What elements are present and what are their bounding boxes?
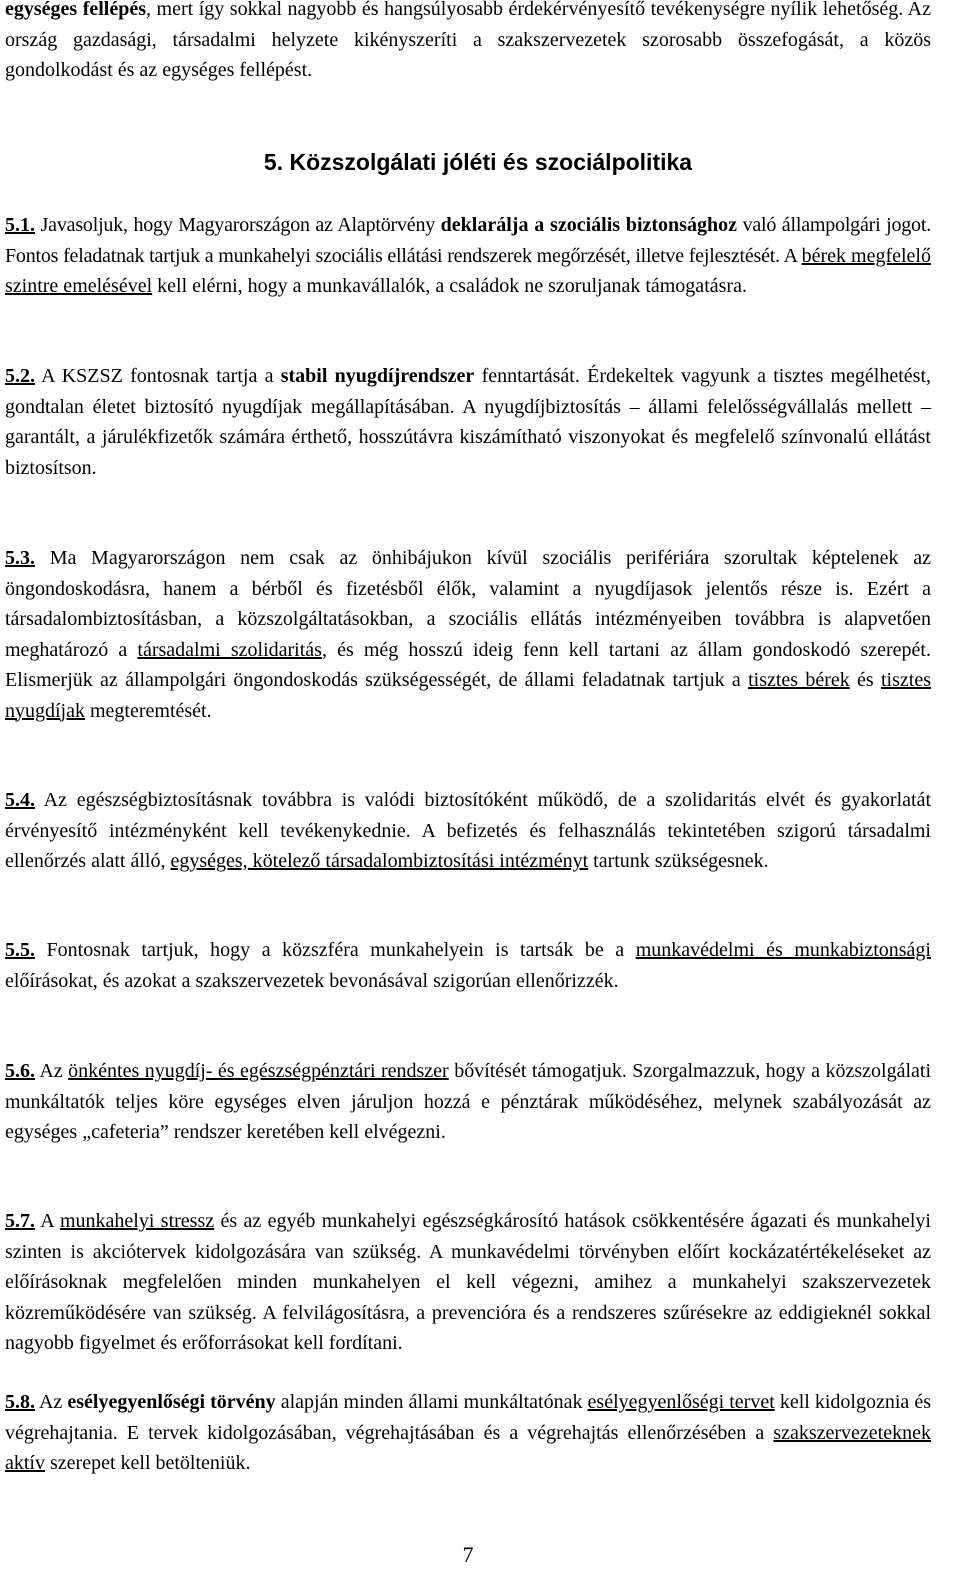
text: bővítését támogatjuk. Szorgalmazzuk, hogy a közszolgálati munkáltatók teljes köre egységes elven járuljon hozzá e pénztárak működéséhez, melynek szabályozását az egységes „cafeteria” rendszer keretében kell elvégezni. (5, 1060, 931, 1143)
section-heading: 5. Közszolgálati jóléti és szociálpolitika (263, 149, 693, 175)
paragraph-5-4 (5, 785, 931, 877)
underlined-text: egységes, kötelező társadalombiztosítási intézményt (170, 850, 589, 872)
intro-bold: egységes fellépés (5, 0, 147, 20)
paragraph-number: 5.4. (5, 789, 35, 811)
text: és (849, 669, 881, 691)
text: szerepet kell betölteniük. (45, 1452, 251, 1474)
underlined-text: szakszervezeteknek aktív (5, 1421, 931, 1474)
underlined-text: bérek megfelelő szintre emelésével (5, 244, 931, 297)
text: Az egészségbiztosításnak továbbra is valódi biztosítóként működő, de a szolidaritás elvét és gyakorlatát érvényesítő intézményként kell tevékenykednie. A befizetés és felhasználás tekintetében szigorú társadalmi ellenőrzés alatt álló, (5, 789, 931, 872)
paragraph-5-2 (5, 361, 931, 483)
bold-text: esélyegyenlőségi törvény (67, 1391, 276, 1413)
bold-text: deklarálja a szociális biztonsághoz (440, 214, 737, 236)
text: való állampolgári jogot. Fontos feladatnak tartjuk a munkahelyi szociális ellátási rendszerek megőrzését, illetve fejlesztését. A (5, 214, 931, 267)
underlined-text: tisztes bérek (748, 669, 850, 691)
text: Ma Magyarországon nem csak az önhibájukon kívül szociális perifériára szorultak képtelenek az öngondoskodásra, hanem a bérből és fizetésből élők, valamint a nyugdíjasok jelentős része is. Ezért a társadalombiztosításban, a közszolgáltatásokban, a szociális ellátás intézményeiben továbbra is alapvetően meghatározó a (5, 547, 931, 661)
paragraph-5-3 (5, 543, 931, 726)
underlined-text: munkavédelmi és munkabiztonsági (635, 939, 931, 961)
paragraph-5-7 (5, 1206, 931, 1359)
text: , és még hosszú ideig fenn kell tartani az állam gondoskodó szerepét. Elismerjük az állampolgári öngondoskodás szükségességét, de állami feladatnak tartjuk a (5, 638, 931, 691)
intro-paragraph (5, 0, 931, 86)
paragraph-number: 5.5. (5, 939, 35, 961)
text: Az (35, 1391, 68, 1413)
paragraph-5-1 (5, 210, 931, 302)
bold-text: stabil nyugdíjrendszer (280, 365, 475, 387)
text: fenntartását. Érdekeltek vagyunk a tisztes megélhetést, gondtalan életet biztosító nyugdíjak megállapításában. A nyugdíjbiztosítás – állami felelősségvállalás mellett – garantált, a járulékfizetők számára érthető, hosszútávra kiszámítható viszonyokat és megfelelő színvonalú ellátást biztosítson. (5, 365, 931, 479)
paragraph-5-8 (5, 1387, 931, 1479)
underlined-text: önkéntes nyugdíj- és egészségpénztári rendszer (68, 1060, 449, 1082)
paragraph-number: 5.8. (5, 1391, 35, 1413)
paragraph-number: 5.1. (5, 214, 35, 236)
text: tartunk szükségesnek. (588, 850, 769, 872)
underlined-text: tisztes nyugdíjak (5, 669, 931, 722)
underlined-text: társadalmi szolidaritás (137, 638, 322, 661)
text: Az (35, 1060, 69, 1082)
text: A (35, 1210, 60, 1232)
paragraph-number: 5.2. (5, 365, 35, 387)
intro-text: , mert így sokkal nagyobb és hangsúlyosabb érdekérvényesítő tevékenységre nyílik lehetőség. Az ország gazdasági, társadalmi helyzete kikényszeríti a szakszervezetek szorosabb összefogását, a közös gondolkodást és az egységes fellépést. (5, 0, 931, 81)
text: megteremtését. (85, 699, 212, 722)
text: Javasoljuk, hogy Magyarországon az Alaptörvény (35, 214, 441, 236)
paragraph-number: 5.6. (5, 1060, 35, 1082)
page-number: 7 (462, 1542, 474, 1567)
paragraph-number: 5.3. (5, 547, 35, 569)
text: kell elérni, hogy a munkavállalók, a családok ne szoruljanak támogatásra. (152, 275, 747, 297)
text: Fontosnak tartjuk, hogy a közszféra munkahelyein is tartsák be a (35, 939, 636, 961)
paragraph-5-5 (5, 935, 931, 996)
paragraph-number: 5.7. (5, 1210, 35, 1232)
paragraph-5-6 (5, 1056, 931, 1148)
text: A KSZSZ fontosnak tartja a (35, 365, 281, 387)
underlined-text: esélyegyenlőségi tervet (587, 1391, 775, 1413)
underlined-text: munkahelyi stressz (60, 1210, 215, 1232)
text: előírásokat, és azokat a szakszervezetek bevonásával szigorúan ellenőrizzék. (5, 969, 619, 992)
text: kell kidolgoznia és végrehajtania. E tervek kidolgozásában, végrehajtásában és a végrehajtás ellenőrzésében a (5, 1391, 932, 1444)
text: alapján minden állami munkáltatónak (275, 1391, 588, 1413)
text: és az egyéb munkahelyi egészségkárosító hatások csökkentésére ágazati és munkahelyi szinten is akciótervek kidolgozására van szükség. A munkavédelmi törvényben előírt kockázatértékeléseket az előírásoknak megfelelően minden munkahelyen el kell végezni, amihez a munkahelyi szakszervezetek közreműködésére van szükség. A felvilágosításra, a prevencióra és a rendszeres szűrésekre az eddigieknél sokkal nagyobb figyelmet és erőforrásokat kell fordítani. (5, 1210, 931, 1354)
